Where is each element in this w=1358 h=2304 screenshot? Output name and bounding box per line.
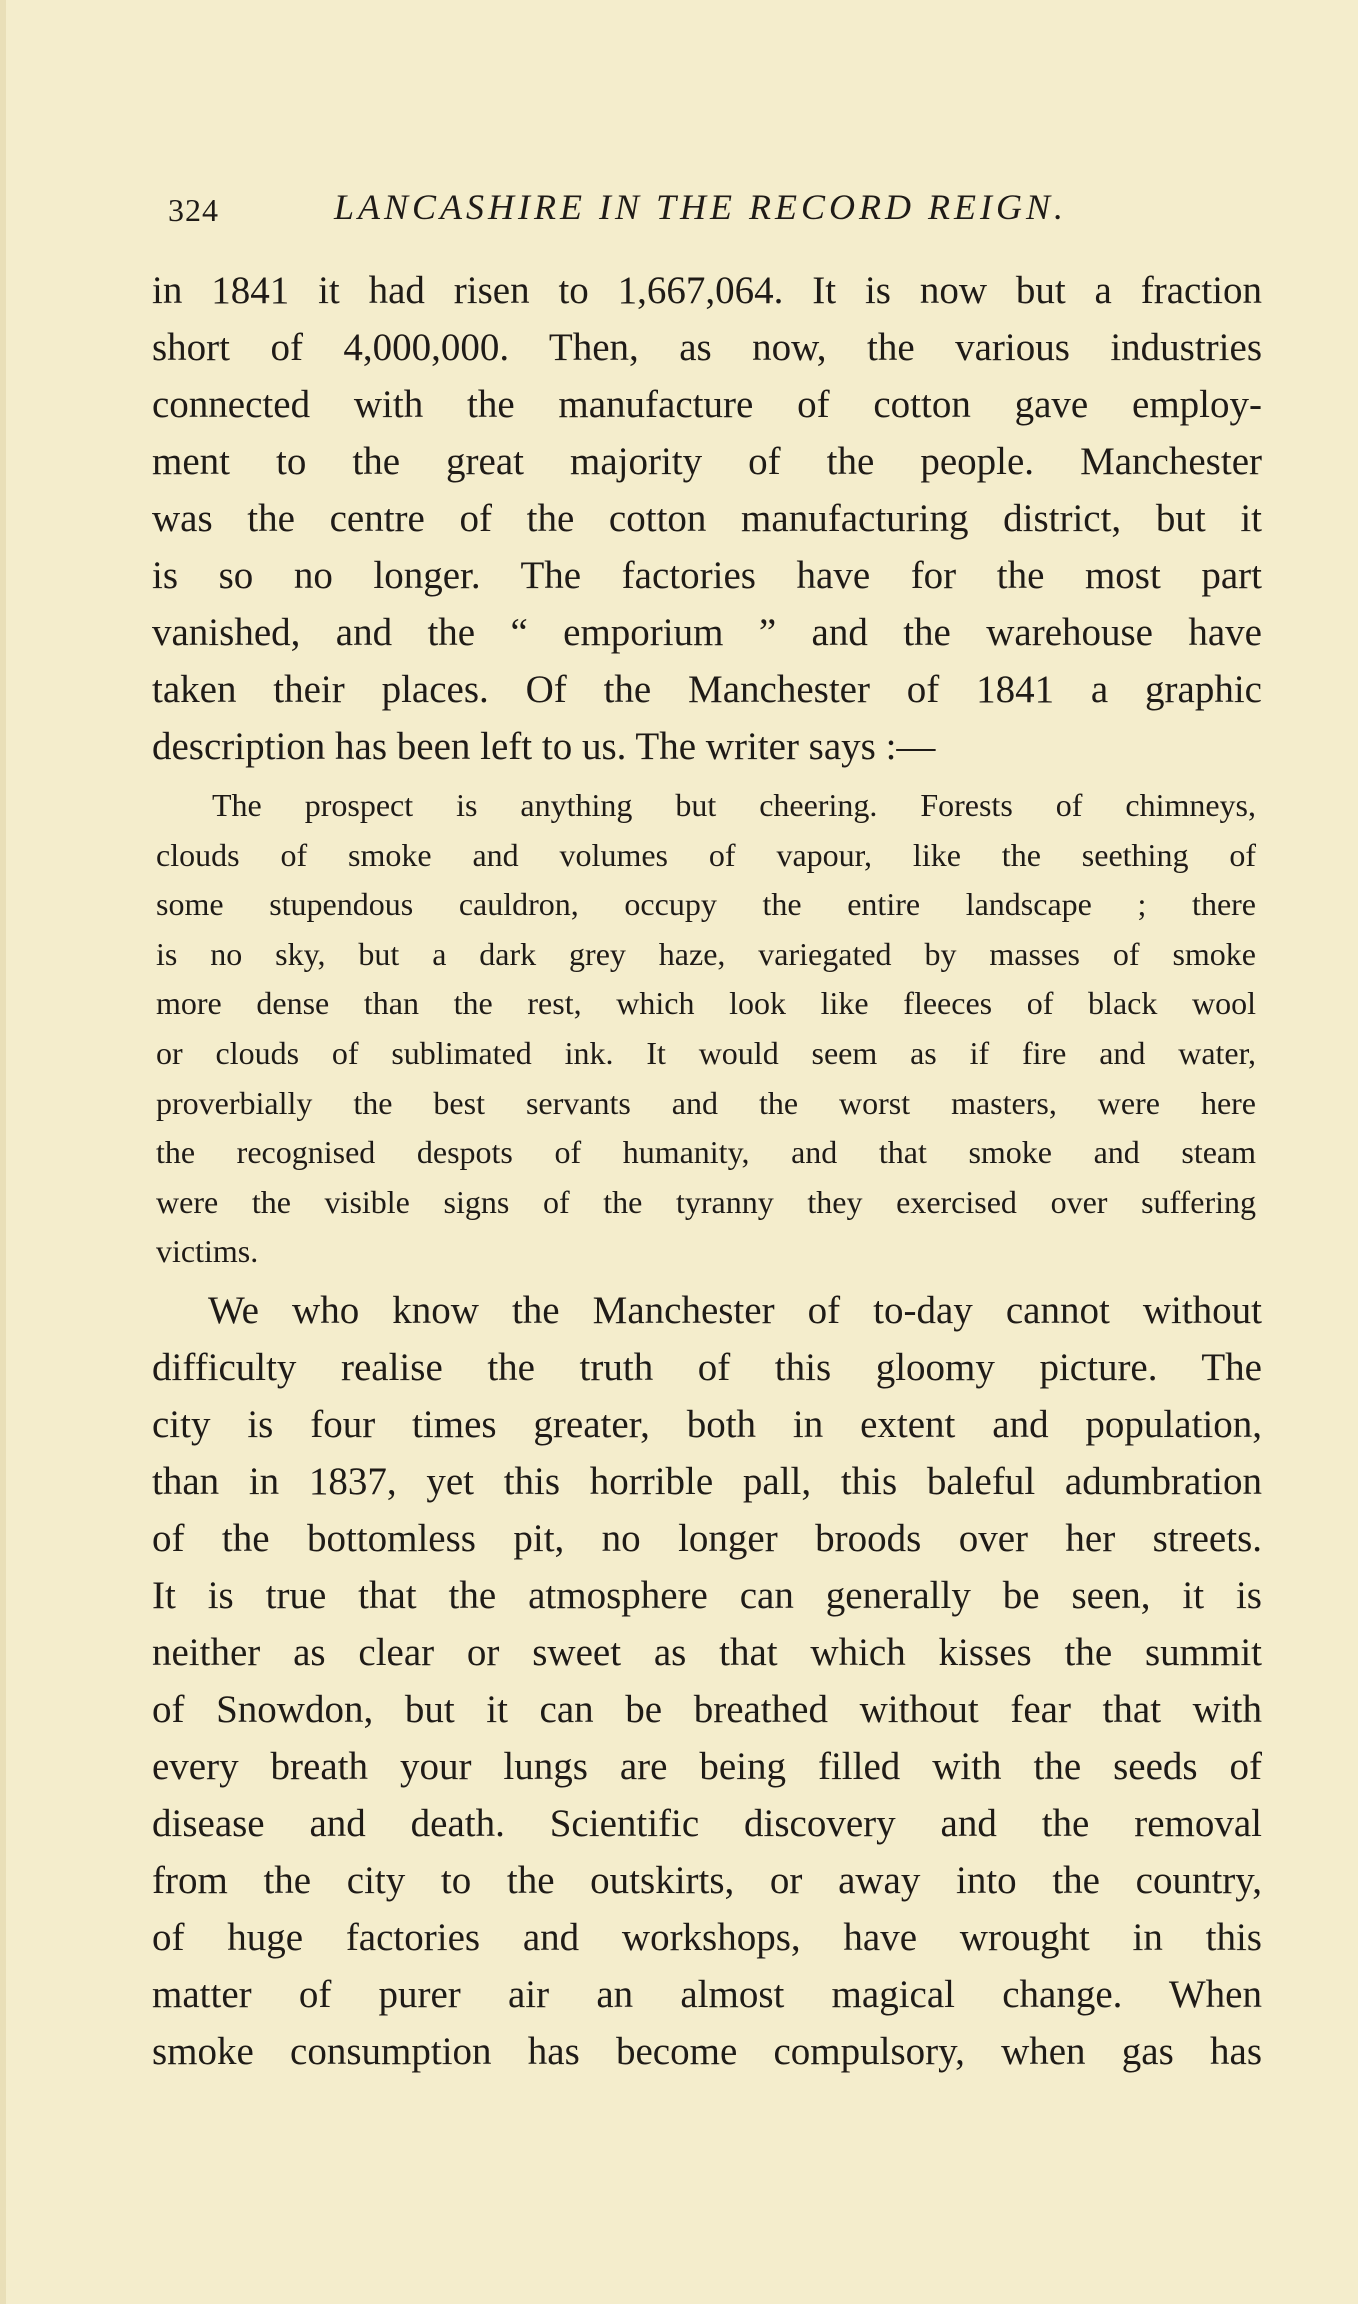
quote-line: were the visible signs of the tyranny they exercised over suffering bbox=[156, 1183, 1256, 1220]
quote-line: the recognised despots of humanity, and that smoke and steam bbox=[156, 1134, 1256, 1171]
text-line: of the bottomless pit, no longer broods over her streets. bbox=[152, 1517, 1262, 1560]
quote-line: is no sky, but a dark grey haze, variegated by masses of smoke bbox=[156, 935, 1256, 972]
text-line: description has been left to us. The writer says :— bbox=[152, 725, 936, 768]
text-line: difficulty realise the truth of this gloomy picture. The bbox=[152, 1346, 1262, 1389]
text-line: in 1841 it had risen to 1,667,064. It is now but a fraction bbox=[152, 269, 1262, 312]
closing-paragraph bbox=[152, 1282, 1262, 2080]
text-line: taken their places. Of the Manchester of 1841 a graphic bbox=[152, 668, 1262, 711]
text-line: It is true that the atmosphere can generally be seen, it is bbox=[152, 1574, 1262, 1617]
text-line: is so no longer. The factories have for the most part bbox=[152, 554, 1262, 597]
quote-line: The prospect is anything but cheering. Forests of chimneys, bbox=[212, 787, 1256, 823]
running-title: LANCASHIRE IN THE RECORD REIGN. bbox=[334, 187, 1067, 227]
text-line: was the centre of the cotton manufacturing district, but it bbox=[152, 497, 1262, 540]
text-line: matter of purer air an almost magical change. When bbox=[152, 1973, 1262, 2016]
text-line: than in 1837, yet this horrible pall, this baleful adumbration bbox=[152, 1460, 1262, 1503]
text-line: every breath your lungs are being filled with the seeds of bbox=[152, 1745, 1262, 1788]
text-line: of Snowdon, but it can be breathed without fear that with bbox=[152, 1688, 1262, 1731]
page-edge-shadow bbox=[0, 0, 6, 2304]
page-header bbox=[168, 186, 1288, 234]
quote-line: some stupendous cauldron, occupy the entire landscape ; there bbox=[156, 886, 1256, 923]
text-line: of huge factories and workshops, have wrought in this bbox=[152, 1916, 1262, 1959]
text-line: We who know the Manchester of to-day cannot without bbox=[208, 1289, 1262, 1332]
page-number: 324 bbox=[168, 192, 219, 228]
text-line: ment to the great majority of the people. Manchester bbox=[152, 440, 1262, 483]
text-line: connected with the manufacture of cotton gave employ- bbox=[152, 383, 1262, 426]
text-line: from the city to the outskirts, or away into the country, bbox=[152, 1859, 1262, 1902]
text-line: neither as clear or sweet as that which kisses the summit bbox=[152, 1631, 1262, 1674]
text-line: short of 4,000,000. Then, as now, the various industries bbox=[152, 326, 1262, 369]
quote-line: victims. bbox=[156, 1233, 259, 1270]
intro-paragraph bbox=[152, 262, 1262, 775]
block-quotation bbox=[156, 781, 1256, 1277]
text-line: vanished, and the “ emporium ” and the warehouse have bbox=[152, 611, 1262, 654]
text-line: city is four times greater, both in extent and population, bbox=[152, 1403, 1262, 1446]
quote-line: more dense than the rest, which look like fleeces of black wool bbox=[156, 985, 1256, 1022]
quote-line: or clouds of sublimated ink. It would seem as if fire and water, bbox=[156, 1034, 1256, 1071]
quote-line: clouds of smoke and volumes of vapour, like the seething of bbox=[156, 836, 1256, 873]
quote-line: proverbially the best servants and the worst masters, were here bbox=[156, 1084, 1256, 1121]
text-line: disease and death. Scientific discovery and the removal bbox=[152, 1802, 1262, 1845]
text-line: smoke consumption has become compulsory, when gas has bbox=[152, 2030, 1262, 2073]
